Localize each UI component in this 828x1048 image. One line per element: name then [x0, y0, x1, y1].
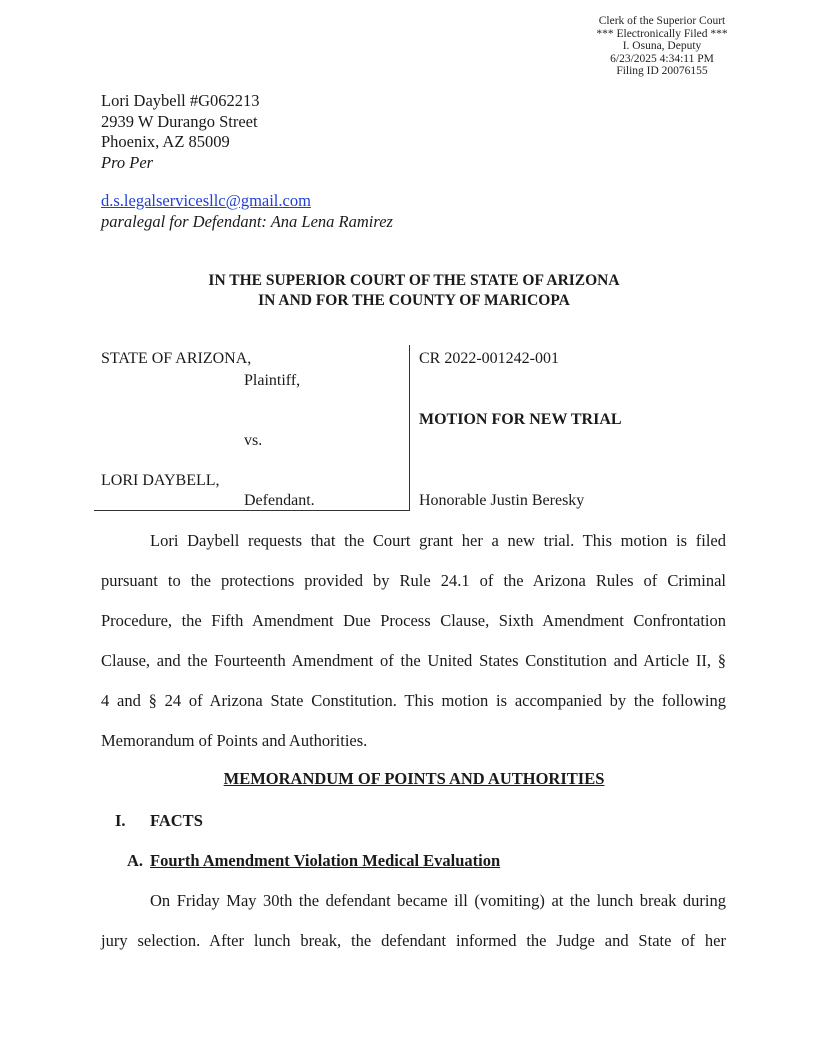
email-link[interactable]: d.s.legalservicesllc@gmail.com — [101, 191, 311, 210]
intro-line: pursuant to the protections provided by Rule 24.1 of the Arizona Rules of Criminal — [101, 571, 726, 590]
filer-address-block — [101, 91, 260, 173]
section-number: I. — [115, 811, 126, 830]
facts-line: jury selection. After lunch break, the defendant informed the Judge and State of her — [101, 931, 726, 950]
filing-stamp — [552, 15, 772, 78]
plaintiff-name: STATE OF ARIZONA, — [101, 350, 252, 367]
filer-street: 2939 W Durango Street — [101, 111, 258, 131]
filer-city: Phoenix, AZ 85009 — [101, 132, 230, 151]
court-title-line1: IN THE SUPERIOR COURT OF THE STATE OF ARIZONA — [208, 272, 620, 289]
subsection-title: Fourth Amendment Violation Medical Evaluation — [150, 851, 501, 870]
court-title-line2: IN AND FOR THE COUNTY OF MARICOPA — [258, 292, 570, 309]
memorandum-heading: MEMORANDUM OF POINTS AND AUTHORITIES — [223, 769, 605, 788]
filer-name: Lori Daybell #G062213 — [101, 91, 260, 110]
facts-paragraph — [101, 881, 726, 961]
intro-line: Lori Daybell requests that the Court grant her a new trial. This motion is filed — [150, 531, 726, 550]
subsection-letter: A. — [127, 851, 144, 870]
caption-vertical-rule — [409, 345, 410, 511]
stamp-clerk: Clerk of the Superior Court — [598, 15, 726, 27]
plaintiff-role: Plaintiff, — [244, 372, 301, 389]
stamp-filing-id: Filing ID 20076155 — [616, 65, 708, 78]
intro-line: Procedure, the Fifth Amendment Due Process Clause, Sixth Amendment Confrontation — [101, 611, 726, 630]
paralegal-line: paralegal for Defendant: Ana Lena Ramirez — [101, 211, 393, 231]
stamp-deputy: I. Osuna, Deputy — [622, 40, 702, 53]
judge-name: Honorable Justin Beresky — [419, 492, 585, 509]
facts-line: On Friday May 30th the defendant became ill (vomiting) at the lunch break during — [150, 891, 726, 910]
pro-per-label: Pro Per — [101, 152, 154, 172]
intro-paragraph — [101, 521, 726, 761]
case-number: CR 2022-001242-001 — [419, 350, 559, 367]
versus-label: vs. — [244, 432, 263, 449]
intro-line: 4 and § 24 of Arizona State Constitution. This motion is accompanied by the following — [101, 691, 726, 710]
motion-title: MOTION FOR NEW TRIAL — [419, 411, 622, 428]
caption-horizontal-rule — [94, 510, 409, 511]
intro-line: Clause, and the Fourteenth Amendment of the United States Constitution and Article II, § — [101, 651, 726, 670]
stamp-efiled: *** Electronically Filed *** — [596, 27, 728, 40]
defendant-role: Defendant. — [244, 492, 315, 509]
intro-line: Memorandum of Points and Authorities. — [101, 731, 368, 750]
stamp-datetime: 6/23/2025 4:34:11 PM — [610, 52, 714, 65]
defendant-name: LORI DAYBELL, — [101, 472, 220, 489]
contact-block — [101, 191, 393, 232]
court-title — [0, 271, 828, 311]
section-title: FACTS — [150, 811, 203, 830]
